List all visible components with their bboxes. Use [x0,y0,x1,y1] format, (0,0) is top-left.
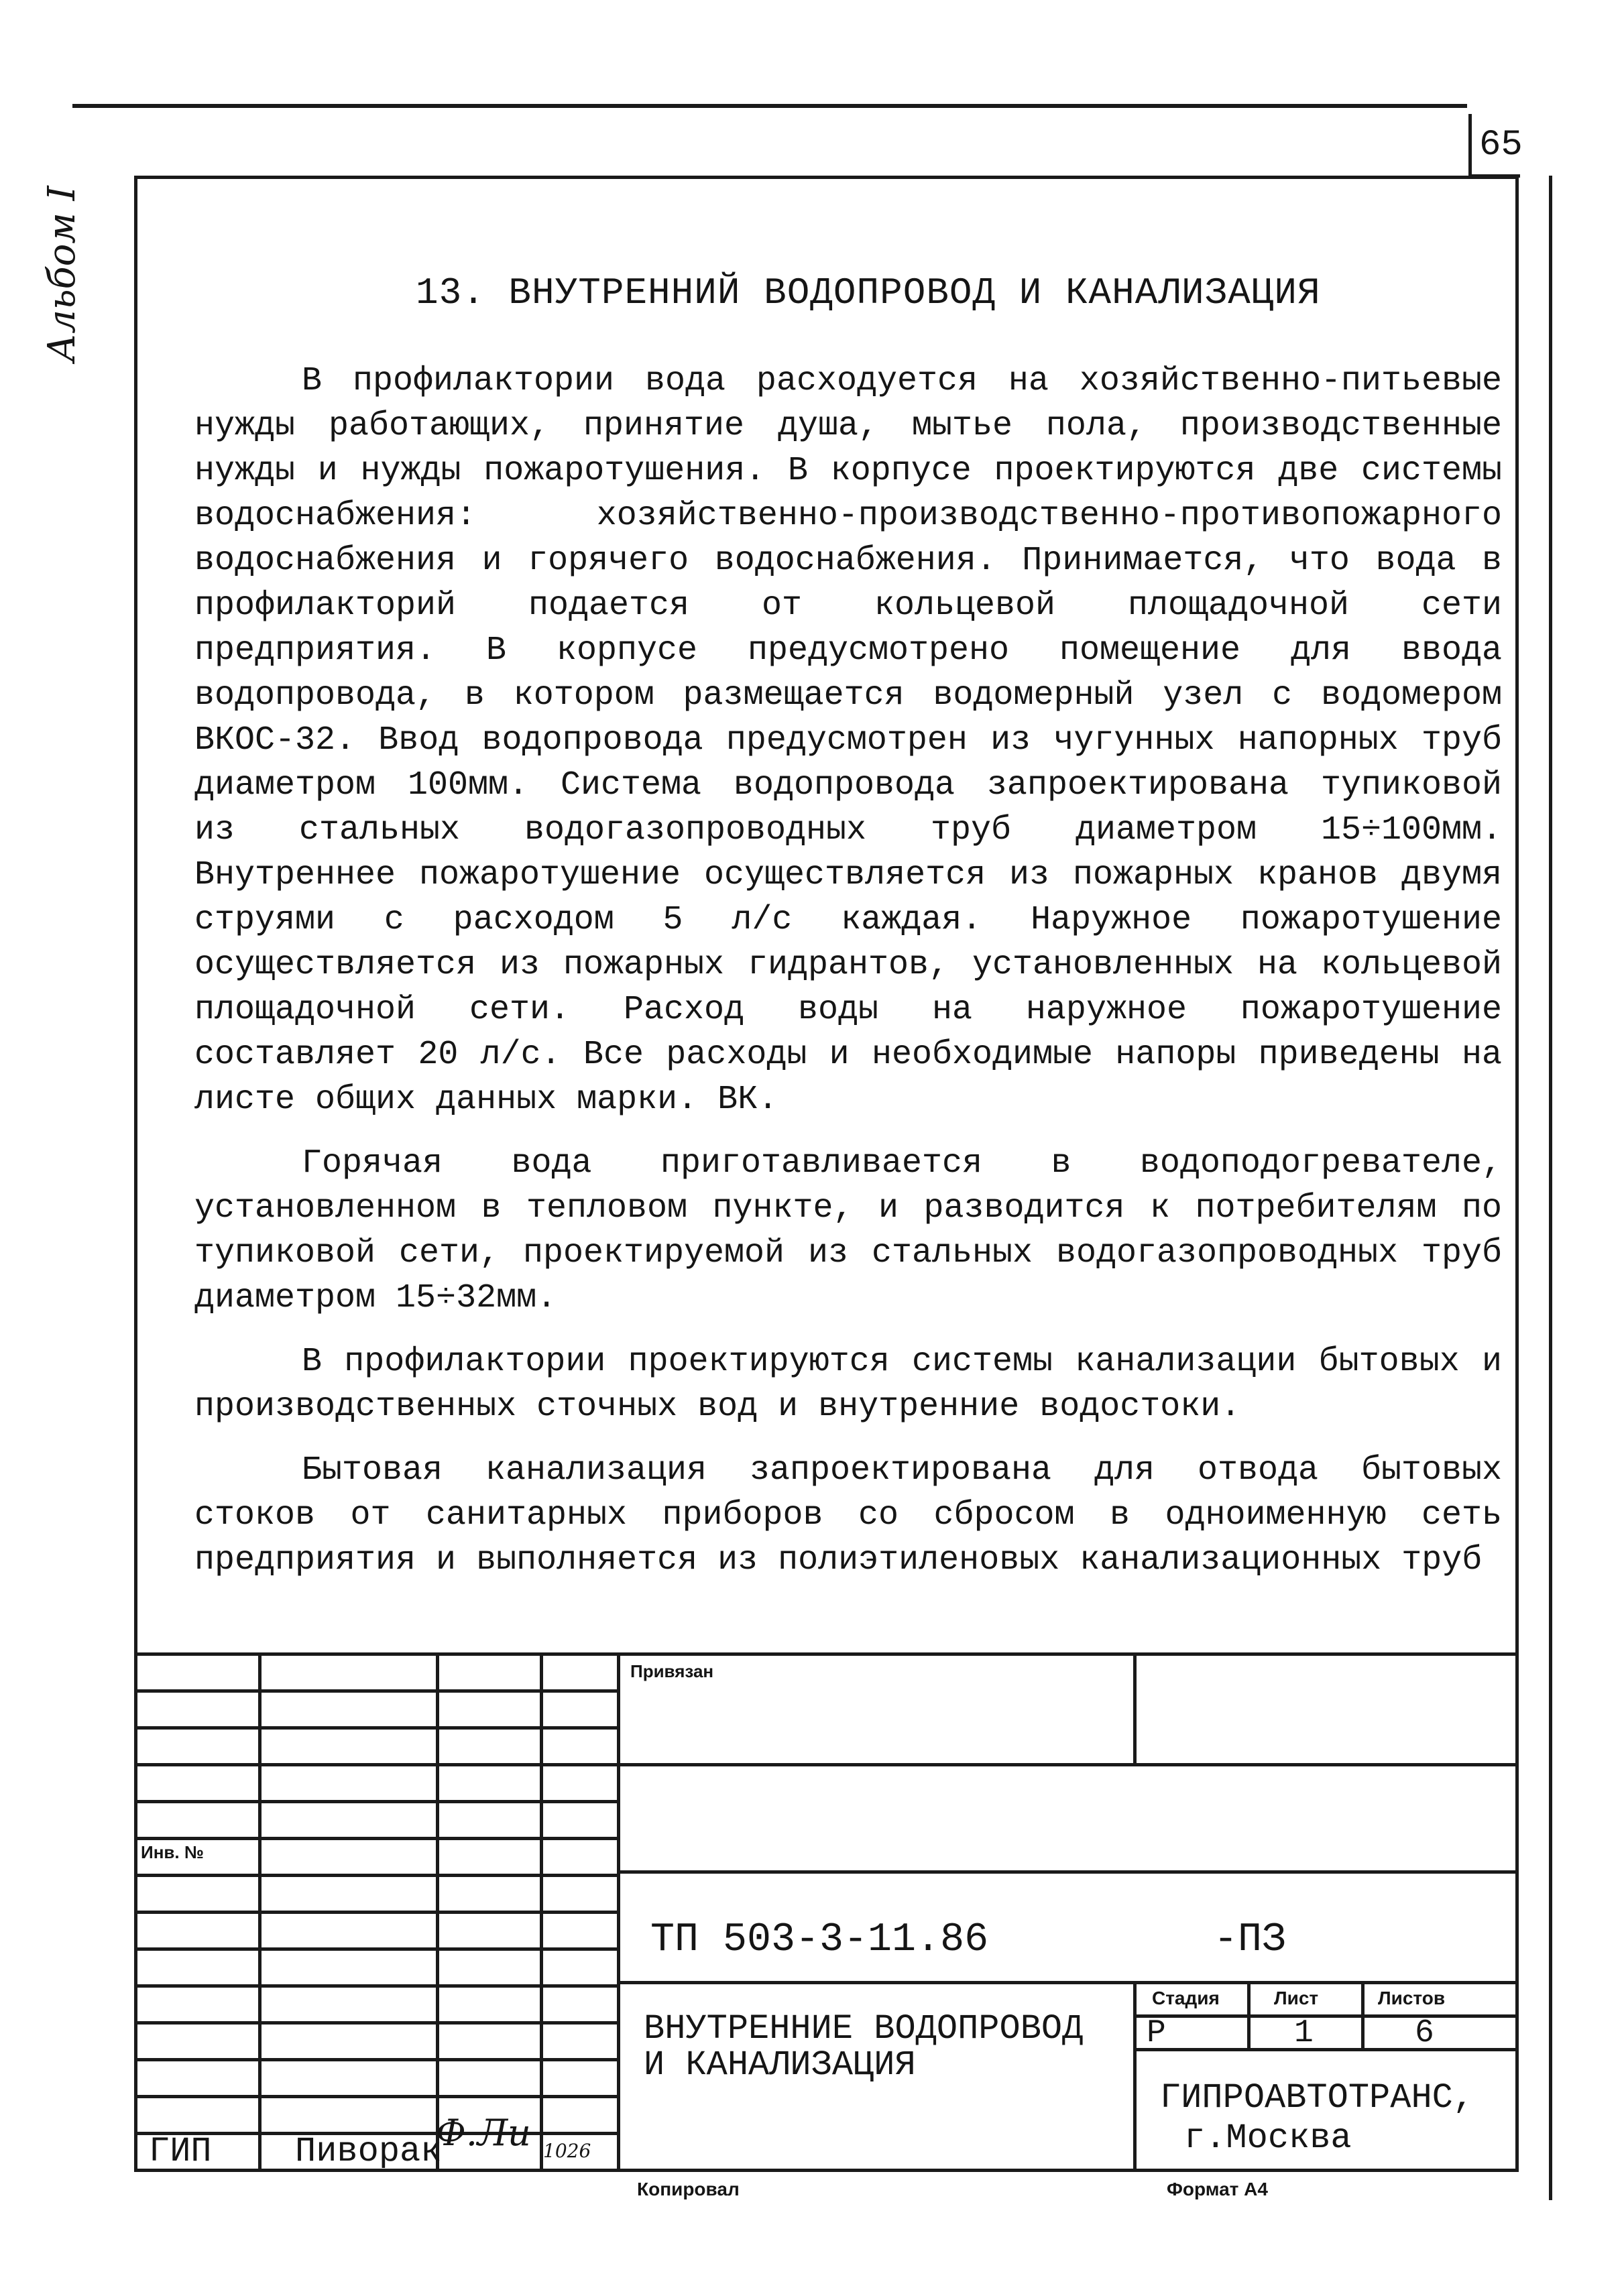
left-grid-row [134,1837,617,1840]
left-grid-col-4 [617,1652,620,2172]
left-grid-row [134,1726,617,1730]
document-title-line: ВНУТРЕННИЕ ВОДОПРОВОД [644,2009,1084,2049]
signature: Ф.Ли [436,2112,531,2154]
section-heading: 13. ВНУТРЕННИЙ ВОДОПРОВОД И КАНАЛИЗАЦИЯ [416,271,1321,314]
page-number: 65 [1479,125,1523,166]
left-grid-row [134,1800,617,1803]
bound-box-divider [1133,1652,1137,1766]
paragraph-sewer-systems: В профилактории проектируются системы канализации бытовых и производственных сточных вод и внутренние водостоки. [194,1343,1502,1426]
role-label: ГИП [149,2132,212,2171]
left-grid-row [134,1947,617,1951]
side-rule [1549,176,1552,2200]
organization-city: г.Москва [1184,2118,1352,2158]
sheets-header: Листов [1378,1988,1446,2008]
inventory-number-label: Инв. № [141,1842,204,1862]
stage-value: Р [1147,2015,1166,2051]
left-grid-row [134,1689,617,1693]
document-title-line: И КАНАЛИЗАЦИЯ [644,2045,916,2085]
album-label: Альбом I [40,186,84,362]
right-grid-row [617,1981,1519,1984]
right-grid-row [617,1763,1519,1766]
signer-name: Пиворак [295,2132,442,2171]
copied-label: Копировал [637,2179,740,2199]
organization [1160,2078,1474,2159]
left-grid-row [134,1984,617,1988]
stage-header: Стадия [1152,1988,1220,2008]
stage-box-divider [1133,1981,1137,2172]
left-grid-row [134,2095,617,2098]
bound-label: Привязан [630,1661,714,1681]
sheet-header: Лист [1274,1988,1319,2008]
signature-date: 1026 [543,2140,591,2162]
left-grid-row [134,2021,617,2025]
left-grid-row [134,2058,617,2061]
title-block-top-border [134,1652,1519,1656]
designation-suffix: -ПЗ [1214,1917,1287,1963]
stage-grid-col [1247,1981,1251,2048]
paragraph-hot-water: Горячая вода приготавливается в водоподогревателе, установленном в тепловом пункте, и разводится к потребителям по тупиковой сети, проектируемой из стальных водогазопроводных труб диаметром 15÷32мм. [194,1144,1502,1317]
document-designation: ТП 503-3-11.86 [650,1917,989,1963]
stage-grid-row [1133,2048,1519,2051]
right-grid-row [617,1870,1519,1874]
left-grid-row [134,1911,617,1914]
sheets-value: 6 [1415,2015,1434,2051]
stage-grid-row [1133,2014,1519,2018]
body-text [194,359,1502,1602]
organization-name: ГИПРОАВТОТРАНС, [1160,2078,1474,2118]
paragraph-domestic-sewer: Бытовая канализация запроектирована для отвода бытовых стоков от санитарных приборов со сбросом в одноименную сеть предприятия и выполняется из полиэтиленовых канализационных труб [194,1451,1502,1579]
left-grid-row [134,1874,617,1877]
paragraph-water-supply: В профилактории вода расходуется на хозяйственно-питьевые нужды работающих, принятие душа, мытье пола, производственные нужды и нужды пожаротушения. В корпусе проектируются две системы водоснабжения: хозяйственно-производственно-противопожарного водоснабжения и горячего водоснабжения. Принимается, что вода в профилакторий подается от кольцевой площадочной сети предприятия. В корпусе предусмотрено помещение для ввода водопровода, в котором размещается водомерный узел с водомером ВКОС-32. Ввод водопровода предусмотрен из чугунных напорных труб диаметром 100мм. Система водопровода запроектирована тупиковой из стальных водогазопроводных труб диаметром 15÷100мм. Внутреннее пожаротушение осуществляется из пожарных кранов двумя струями с расходом 5 л/с каждая. Наружное пожаротушение осуществляется из пожарных гидрантов, установленных на кольцевой площадочной сети. Расход воды на наружное пожаротушение составляет 20 л/с. Все расходы и необходимые напоры приведены на листе общих данных марки. ВК. [194,362,1502,1119]
stage-grid-col [1361,1981,1365,2048]
top-rule [72,104,1467,108]
sheet-value: 1 [1294,2015,1314,2051]
document-title [644,2011,1083,2083]
left-grid-row [134,1763,617,1766]
format-label: Формат А4 [1167,2179,1268,2199]
